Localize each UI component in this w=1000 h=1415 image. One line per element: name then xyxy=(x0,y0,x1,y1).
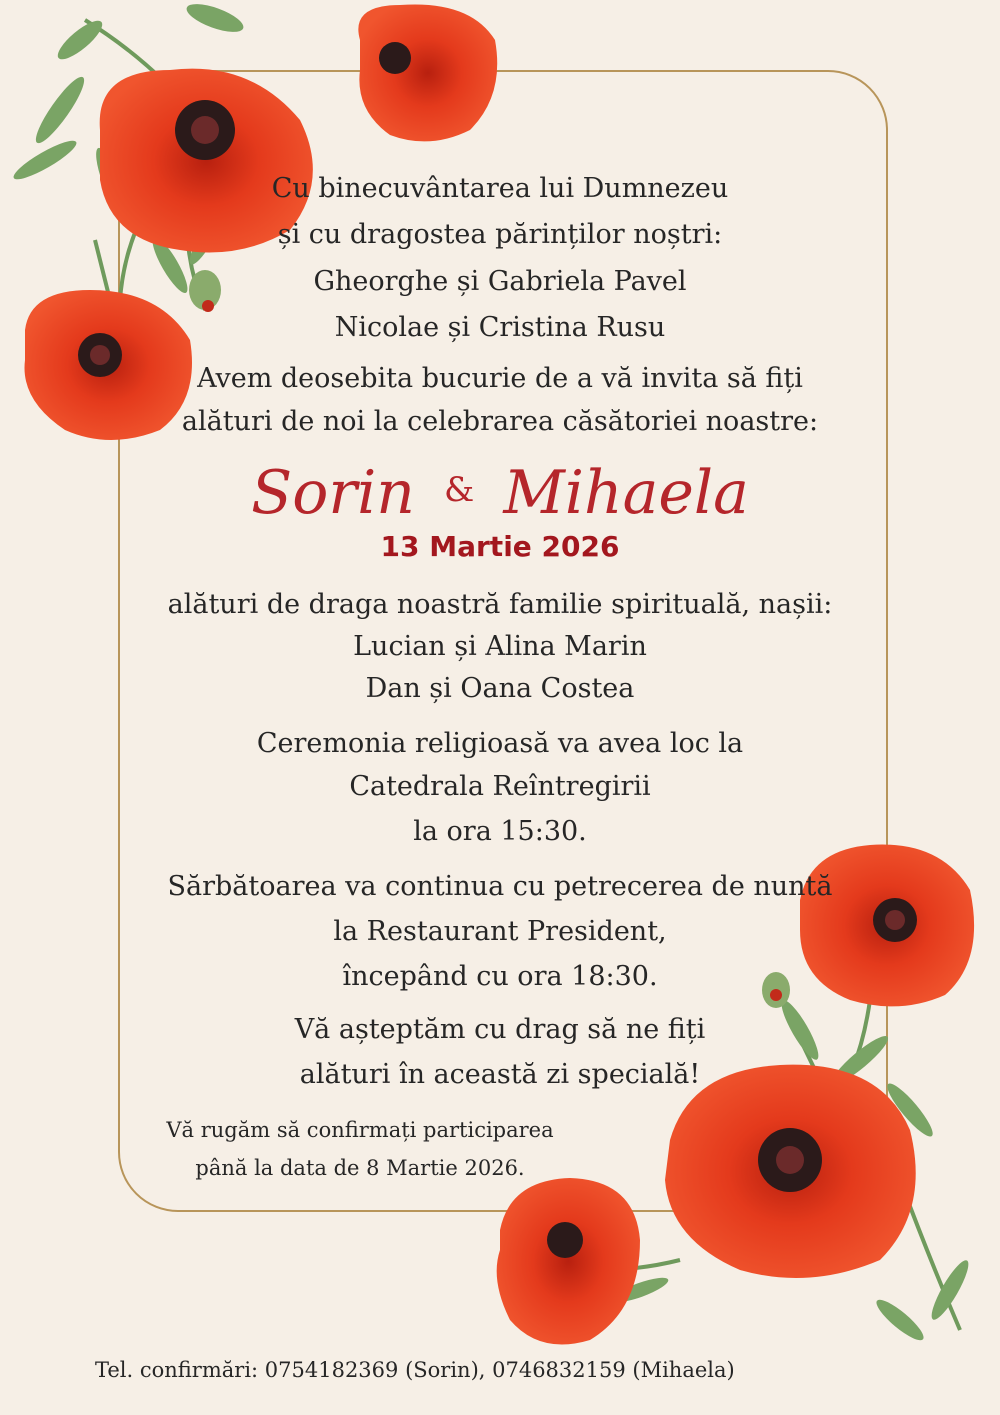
godparents-line-1: Lucian și Alina Marin xyxy=(353,631,647,662)
blessing-line-1: Cu binecuvântarea lui Dumnezeu xyxy=(271,173,729,204)
rsvp-line-1: Vă rugăm să confirmați participarea xyxy=(166,1118,554,1142)
ceremony-time: la ora 15:30. xyxy=(413,816,587,847)
bride-name: Mihaela xyxy=(503,458,749,528)
party-time: începând cu ora 18:30. xyxy=(342,961,658,992)
closing-line-1: Vă așteptăm cu drag să ne fiți xyxy=(294,1014,706,1045)
rsvp-phones: Tel. confirmări: 0754182369 (Sorin), 0746832159 (Mihaela) xyxy=(95,1358,735,1382)
parents-line-2: Nicolae și Cristina Rusu xyxy=(334,312,666,343)
couple-names xyxy=(0,458,1000,528)
ceremony-venue: Catedrala Reîntregirii xyxy=(349,771,651,802)
party-venue: la Restaurant President, xyxy=(333,916,667,947)
godparents-line-2: Dan și Oana Costea xyxy=(365,673,635,704)
groom-name: Sorin xyxy=(251,458,415,528)
poppy-large-bottom-right xyxy=(665,1065,916,1278)
poppy-top-right-small xyxy=(358,4,497,141)
ampersand: & xyxy=(443,470,475,510)
closing-line-2: alături în această zi specială! xyxy=(299,1059,701,1090)
rsvp-line-2: până la data de 8 Martie 2026. xyxy=(195,1156,525,1180)
ceremony-line-1: Ceremonia religioasă va avea loc la xyxy=(256,728,744,759)
parents-line-1: Gheorghe și Gabriela Pavel xyxy=(313,266,687,297)
poppy-bottom-center xyxy=(497,1178,640,1345)
blessing-line-2: și cu dragostea părinților noștri: xyxy=(277,219,723,250)
invite-line-1: Avem deosebita bucurie de a vă invita să fiți xyxy=(197,363,803,394)
party-line-1: Sărbătoarea va continua cu petrecerea de nuntă xyxy=(167,871,833,902)
wedding-date: 13 Martie 2026 xyxy=(380,530,620,563)
godparents-intro: alături de draga noastră familie spirituală, nașii: xyxy=(167,589,833,620)
invite-line-2: alături de noi la celebrarea căsătoriei noastre: xyxy=(181,406,819,437)
